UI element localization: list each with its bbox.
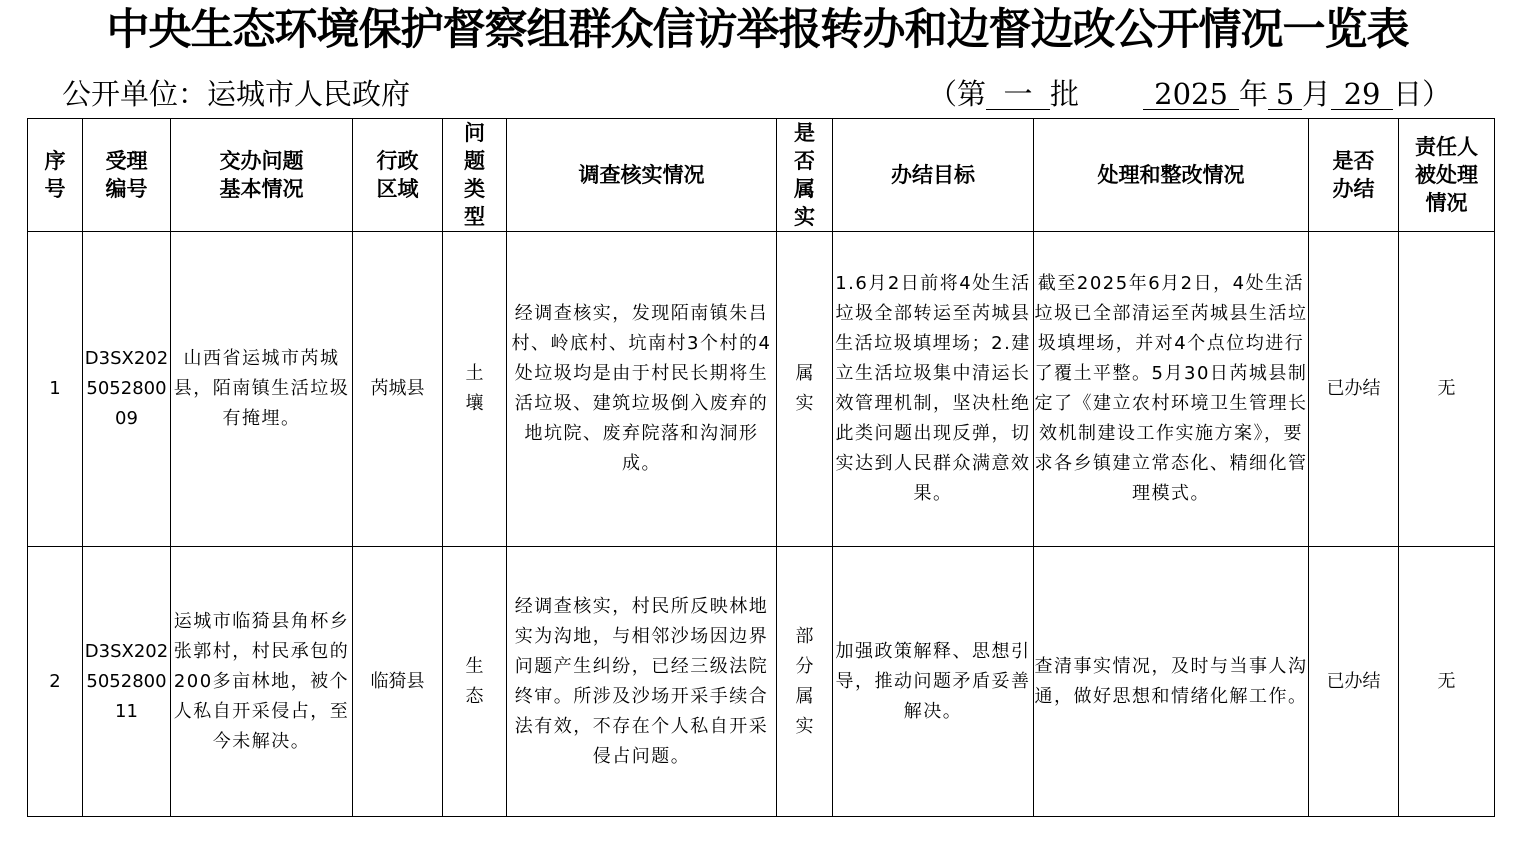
batch-date-line xyxy=(928,74,1451,114)
day-value: 29 xyxy=(1331,79,1393,110)
cell-investigation: 经调查核实，村民所反映林地实为沟地，与相邻沙场因边界问题产生纠纷，已经三级法院终审。所涉及沙场开采手续合法有效，不存在个人私自开采侵占问题。 xyxy=(507,547,777,817)
cell-verified: 部分属实 xyxy=(777,547,833,817)
header-region: 行政区域 xyxy=(353,119,443,232)
cell-seq: 1 xyxy=(28,232,83,547)
header-investigation: 调查核实情况 xyxy=(507,119,777,232)
cell-accountability: 无 xyxy=(1399,547,1495,817)
header-code: 受理编号 xyxy=(83,119,171,232)
batch-close: 批 xyxy=(1050,77,1080,111)
cell-issue: 山西省运城市芮城县，陌南镇生活垃圾有掩埋。 xyxy=(171,232,353,547)
cell-accountability: 无 xyxy=(1399,232,1495,547)
cell-target: 加强政策解释、思想引导，推动问题矛盾妥善解决。 xyxy=(833,547,1034,817)
header-issue: 交办问题基本情况 xyxy=(171,119,353,232)
header-verified: 是否属实 xyxy=(777,119,833,232)
table-row xyxy=(28,547,1495,817)
cell-region: 临猗县 xyxy=(353,547,443,817)
cell-seq: 2 xyxy=(28,547,83,817)
batch-open: （第 xyxy=(928,77,987,111)
header-done: 是否办结 xyxy=(1309,119,1399,232)
cell-code: D3SX202505280011 xyxy=(83,547,171,817)
cell-region: 芮城县 xyxy=(353,232,443,547)
publishing-unit: 公开单位：运城市人民政府 xyxy=(62,77,411,111)
month-suffix: 月 xyxy=(1302,77,1332,111)
header-type: 问题类型 xyxy=(443,119,507,232)
cell-done: 已办结 xyxy=(1309,232,1399,547)
table-row xyxy=(28,232,1495,547)
page-title: 中央生态环境保护督察组群众信访举报转办和边督边改公开情况一览表 xyxy=(106,5,1409,55)
header-handling: 处理和整改情况 xyxy=(1034,119,1309,232)
cell-done: 已办结 xyxy=(1309,547,1399,817)
cell-handling: 查清事实情况，及时与当事人沟通，做好思想和情绪化解工作。 xyxy=(1034,547,1309,817)
cell-type: 土壤 xyxy=(443,232,507,547)
year-value: 2025 xyxy=(1143,79,1239,110)
petition-table xyxy=(27,118,1495,817)
cell-issue: 运城市临猗县角杯乡张郭村，村民承包的200多亩林地，被个人私自开采侵占，至今未解决。 xyxy=(171,547,353,817)
header-target: 办结目标 xyxy=(833,119,1034,232)
cell-type: 生态 xyxy=(443,547,507,817)
year-suffix: 年 xyxy=(1239,77,1269,111)
cell-handling: 截至2025年6月2日，4处生活垃圾已全部清运至芮城县生活垃圾填埋场，并对4个点位均进行了覆土平整。5月30日芮城县制定了《建立农村环境卫生管理长效机制建设工作实施方案》，要求各乡镇建立常态化、精细化管理模式。 xyxy=(1034,232,1309,547)
day-suffix: 日） xyxy=(1393,77,1452,111)
cell-target: 1.6月2日前将4处生活垃圾全部转运至芮城县生活垃圾填埋场；2.建立生活垃圾集中清运长效管理机制，坚决杜绝此类问题出现反弹，切实达到人民群众满意效果。 xyxy=(833,232,1034,547)
table-header-row xyxy=(28,119,1495,232)
header-accountability: 责任人被处理情况 xyxy=(1399,119,1495,232)
cell-investigation: 经调查核实，发现陌南镇朱吕村、岭底村、坑南村3个村的4处垃圾均是由于村民长期将生活垃圾、建筑垃圾倒入废弃的地坑院、废弃院落和沟洞形成。 xyxy=(507,232,777,547)
batch-number: 一 xyxy=(986,79,1050,110)
header-seq: 序号 xyxy=(28,119,83,232)
cell-verified: 属实 xyxy=(777,232,833,547)
cell-code: D3SX202505280009 xyxy=(83,232,171,547)
month-value: 5 xyxy=(1268,79,1302,110)
